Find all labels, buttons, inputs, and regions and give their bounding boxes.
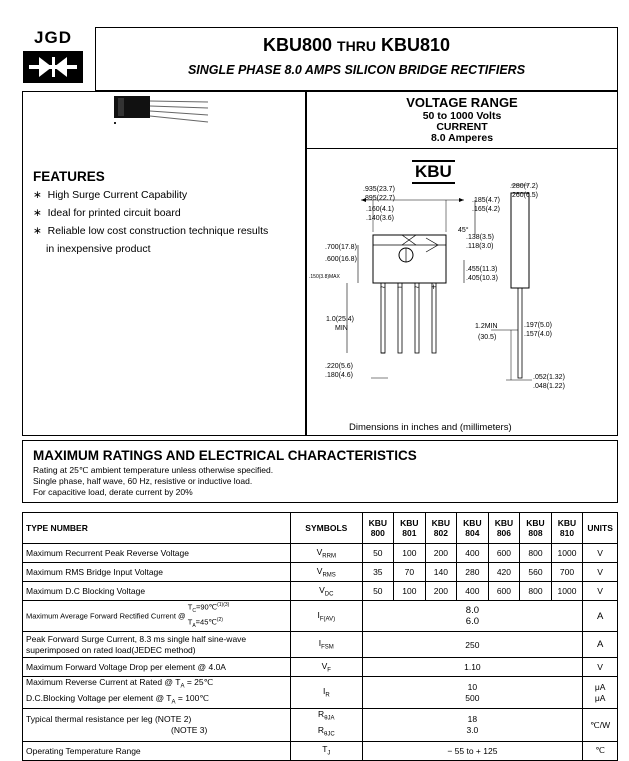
pin-mark: + xyxy=(431,282,437,292)
current-heading: CURRENT xyxy=(436,121,488,133)
col-type-number: TYPE NUMBER xyxy=(23,513,291,544)
col-part: KBU 808 xyxy=(520,513,552,544)
dim-label: .140(3.6) xyxy=(366,215,395,222)
col-part: KBU 800 xyxy=(362,513,394,544)
col-part: KBU 802 xyxy=(425,513,457,544)
table-row: Typical thermal resistance per leg (NOTE 2) (NOTE 3) $R_{\theta JA}$ $R_{\theta JC}$ 18 3.0 ℃/W xyxy=(23,709,618,741)
table-row: Maximum D.C Blocking Voltage $V_{DC}$ 50 100 200 400 600 800 1000 V xyxy=(23,582,618,601)
logo-diode-icon xyxy=(22,50,84,84)
dim-label: .165(4.2) xyxy=(472,206,501,213)
dim-label: .150(3.8)MAX xyxy=(309,274,340,280)
logo-text: JGD xyxy=(34,28,72,47)
table-header-row xyxy=(23,513,618,544)
page-subtitle: SINGLE PHASE 8.0 AMPS SILICON BRIDGE RECTIFIERS xyxy=(187,63,526,77)
dim-label: .700(17.8) xyxy=(325,244,357,251)
table-row: Maximum Forward Voltage Drop per element @ 4.0A $V_F$ 1.10 V xyxy=(23,658,618,677)
table-row: Maximum Average Forward Rectified Current @ $T_C=90℃^{(1)(3)}$ $T_A=45℃^{(2)}$ $I_{F(AV)}$ 8.0 6.0 A xyxy=(23,601,618,632)
dim-label: .895(22.7) xyxy=(363,195,395,202)
dim-label: .138(3.5) xyxy=(466,234,495,241)
dim-label: .600(16.8) xyxy=(325,256,357,263)
col-symbols: SYMBOLS xyxy=(291,513,362,544)
feature-item: ∗ High Surge Current Capability xyxy=(33,189,188,201)
page-title xyxy=(95,35,618,56)
features-heading: FEATURES xyxy=(33,169,105,184)
package-divider xyxy=(306,148,618,149)
title-part-a: KBU800 xyxy=(263,35,333,55)
col-part: KBU 810 xyxy=(551,513,583,544)
dim-label: .160(4.1) xyxy=(366,206,395,213)
dim-label: .260(6.5) xyxy=(510,192,539,199)
table-row: Maximum Recurrent Peak Reverse Voltage $V_{RRM}$ 50 100 200 400 600 800 1000 V xyxy=(23,544,618,563)
ratings-note: For capacitive load, derate current by 20% xyxy=(33,487,193,497)
voltage-range-value: 50 to 1000 Volts xyxy=(422,110,502,122)
pin-mark: − xyxy=(397,282,403,292)
pin-mark: ~ xyxy=(414,282,420,292)
dim-label: .180(4.6) xyxy=(325,372,354,379)
dim-label: .280(7.2) xyxy=(510,183,539,190)
product-image xyxy=(100,96,210,146)
ratings-note: Rating at 25℃ ambient temperature unless otherwise specified. xyxy=(33,465,274,475)
package-outline-drawing xyxy=(306,150,618,420)
table-row: Maximum Reverse Current at Rated @ $T_A$ = 25℃ D.C.Blocking Voltage per element @ $T_A$ = 100℃ $I_R$ 10 500 μA μA xyxy=(23,677,618,709)
ratings-table xyxy=(22,512,618,761)
dim-label: 1.0(25.4) xyxy=(326,316,355,323)
feature-item: ∗ Ideal for printed circuit board xyxy=(33,207,181,219)
col-part: KBU 801 xyxy=(394,513,426,544)
dim-label: .197(5.0) xyxy=(524,322,553,329)
col-part: KBU 806 xyxy=(488,513,520,544)
dim-label: 1.2MIN xyxy=(475,323,498,330)
dim-label: .935(23.7) xyxy=(363,186,395,193)
package-name: KBU xyxy=(412,160,455,184)
voltage-range-heading: VOLTAGE RANGE xyxy=(406,95,518,110)
dim-label: .157(4.0) xyxy=(524,331,553,338)
pin-mark: ~ xyxy=(380,282,386,292)
table-row: Peak Forward Surge Current, 8.3 ms single half sine-wave superimposed on rated load(JEDEC method) $I_{FSM}$ 250 A xyxy=(23,632,618,658)
logo xyxy=(22,28,84,86)
dim-label: .220(5.6) xyxy=(325,363,354,370)
dim-label: .185(4.7) xyxy=(472,197,501,204)
dim-label: 45° xyxy=(458,227,469,234)
dim-label: .455(11.3) xyxy=(466,266,498,273)
ratings-note: Single phase, half wave, 60 Hz, resistive or inductive load. xyxy=(33,476,253,486)
dim-label: .048(1.22) xyxy=(533,383,565,390)
col-units: UNITS xyxy=(583,513,618,544)
title-part-b: KBU810 xyxy=(380,35,450,55)
table-row: Maximum RMS Bridge Input Voltage $V_{RMS}$ 35 70 140 280 420 560 700 V xyxy=(23,563,618,582)
dim-label: (30.5) xyxy=(478,334,497,341)
dimensions-caption: Dimensions in inches and (millimeters) xyxy=(349,422,512,433)
dim-label: .052(1.32) xyxy=(533,374,565,381)
dim-label: .405(10.3) xyxy=(466,275,498,282)
title-thru: THRU xyxy=(337,38,376,54)
current-value: 8.0 Amperes xyxy=(430,132,494,144)
features-list xyxy=(33,189,298,261)
feature-item: in inexpensive product xyxy=(46,243,151,255)
dim-label: .118(3.0) xyxy=(466,243,494,250)
ratings-heading: MAXIMUM RATINGS AND ELECTRICAL CHARACTERISTICS xyxy=(33,448,417,463)
dim-label: MIN xyxy=(335,325,348,332)
col-part: KBU 804 xyxy=(457,513,489,544)
feature-item: ∗ Reliable low cost construction technique results xyxy=(33,225,269,237)
table-row: Operating Temperature Range $T_J$ − 55 to + 125 ℃ xyxy=(23,741,618,760)
